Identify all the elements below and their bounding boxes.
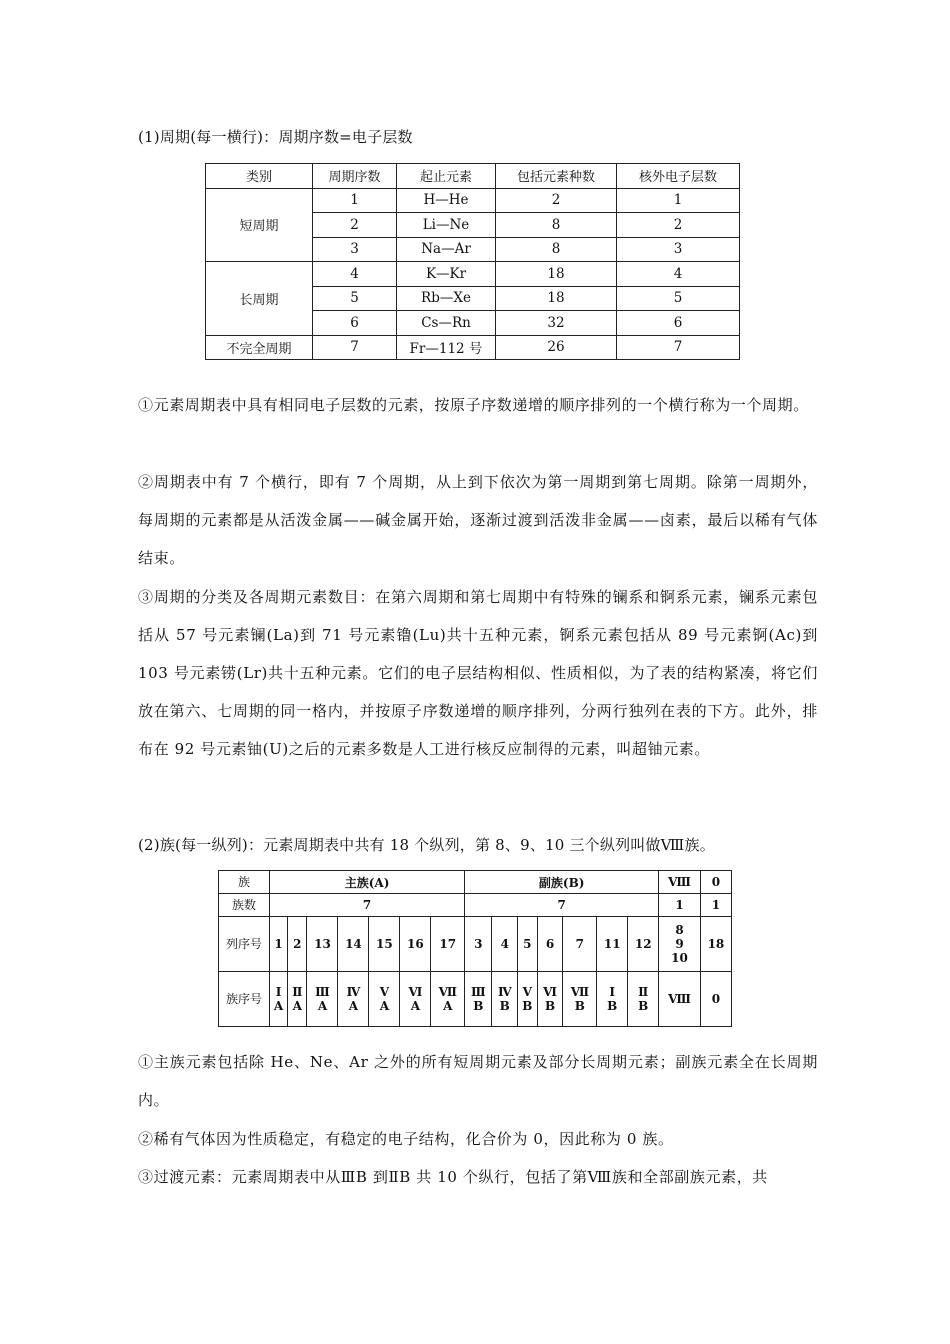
section-1-heading: (1)周期(每一横行)：周期序数=电子层数	[138, 128, 413, 146]
shell-count: 3	[617, 237, 740, 262]
group-number: Ⅶ B	[563, 972, 597, 1027]
group-number: Ⅵ B	[537, 972, 563, 1027]
column-number: 7	[563, 917, 597, 972]
group-table	[218, 870, 732, 1027]
column-number: 6	[537, 917, 563, 972]
column-number: 12	[628, 917, 659, 972]
paragraph: ②周期表中有 7 个横行，即有 7 个周期，从上到下依次为第一周期到第七周期。除第一周期外，每周期的元素都是从活泼金属——碱金属开始，逐渐过渡到活泼非金属——卤素，最后以稀有气体结束。	[138, 473, 818, 567]
period-number: 5	[313, 286, 397, 311]
group-count: 1	[700, 894, 731, 917]
element-count: 26	[496, 335, 617, 360]
element-count: 32	[496, 311, 617, 336]
column-number: 13	[307, 917, 338, 972]
group-number: Ⅴ A	[369, 972, 400, 1027]
shell-count: 1	[617, 188, 740, 213]
element-range: Li—Ne	[397, 213, 496, 238]
element-range: Fr—112 号	[397, 335, 496, 360]
group-header-main: 主族(A)	[270, 871, 465, 894]
element-count: 18	[496, 262, 617, 287]
group-number: Ⅵ A	[400, 972, 431, 1027]
period-number: 1	[313, 188, 397, 213]
element-range: K—Kr	[397, 262, 496, 287]
shell-count: 2	[617, 213, 740, 238]
group-header-sub: 副族(B)	[465, 871, 659, 894]
period-number: 2	[313, 213, 397, 238]
col-header: 起止元素	[397, 164, 496, 189]
group-number: Ⅰ A	[270, 972, 288, 1027]
column-number: 11	[597, 917, 628, 972]
group-number: Ⅴ B	[518, 972, 538, 1027]
element-range: Cs—Rn	[397, 311, 496, 336]
group-number: Ⅳ B	[492, 972, 518, 1027]
shell-count: 5	[617, 286, 740, 311]
group-number: Ⅲ A	[307, 972, 338, 1027]
group-header-viii: Ⅷ	[659, 871, 701, 894]
category-cell: 长周期	[206, 262, 313, 336]
group-number: 0	[700, 972, 731, 1027]
shell-count: 7	[617, 335, 740, 360]
col-header: 包括元素种数	[496, 164, 617, 189]
group-number: Ⅷ	[659, 972, 701, 1027]
element-range: Na—Ar	[397, 237, 496, 262]
element-count: 2	[496, 188, 617, 213]
paragraph: ①主族元素包括除 He、Ne、Ar 之外的所有短周期元素及部分长周期元素；副族元素全在长周期内。	[138, 1053, 818, 1109]
element-count: 18	[496, 286, 617, 311]
column-number: 8 9 10	[659, 917, 701, 972]
group-count: 1	[659, 894, 701, 917]
row-label: 族数	[219, 894, 270, 917]
period-number: 3	[313, 237, 397, 262]
column-number: 15	[369, 917, 400, 972]
row-label: 族序号	[219, 972, 270, 1027]
group-number: Ⅳ A	[338, 972, 369, 1027]
paragraph: ①元素周期表中具有相同电子层数的元素，按原子序数递增的顺序排列的一个横行称为一个周期。	[138, 396, 809, 414]
paragraph: ③周期的分类及各周期元素数目：在第六周期和第七周期中有特殊的镧系和锕系元素，镧系元素包括从 57 号元素镧(La)到 71 号元素镥(Lu)共十五种元素，锕系元素包括从 89 号元素锕(Ac)到 103 号元素铹(Lr)共十五种元素。它们的电子层结构相似、性质相似，为了表的结构紧凑，将它们放在第六、七周期的同一格内，并按原子序数递增的顺序排列，分两行独列在表的下方。此外，排布在 92 号元素铀(U)之后的元素多数是人工进行核反应制得的元素，叫超铀元素。	[138, 588, 818, 758]
group-number: Ⅱ B	[628, 972, 659, 1027]
paragraph: ②稀有气体因为性质稳定，有稳定的电子结构，化合价为 0，因此称为 0 族。	[138, 1130, 674, 1148]
col-header: 周期序数	[313, 164, 397, 189]
period-number: 6	[313, 311, 397, 336]
category-cell: 不完全周期	[206, 335, 313, 360]
column-number: 5	[518, 917, 538, 972]
column-number: 17	[431, 917, 465, 972]
group-number: Ⅰ B	[597, 972, 628, 1027]
period-number: 4	[313, 262, 397, 287]
element-count: 8	[496, 213, 617, 238]
group-number: Ⅲ B	[465, 972, 492, 1027]
group-count: 7	[270, 894, 465, 917]
column-number: 2	[288, 917, 307, 972]
col-header: 类别	[206, 164, 313, 189]
element-range: Rb—Xe	[397, 286, 496, 311]
section-2-heading: (2)族(每一纵列)：元素周期表中共有 18 个纵列，第 8、9、10 三个纵列叫做Ⅷ族。	[138, 836, 715, 854]
group-number: Ⅶ A	[431, 972, 465, 1027]
group-count: 7	[465, 894, 659, 917]
col-header: 核外电子层数	[617, 164, 740, 189]
column-number: 1	[270, 917, 288, 972]
group-number: Ⅱ A	[288, 972, 307, 1027]
column-number: 16	[400, 917, 431, 972]
row-label: 族	[219, 871, 270, 894]
element-count: 8	[496, 237, 617, 262]
column-number: 18	[700, 917, 731, 972]
paragraph: ③过渡元素：元素周期表中从ⅢB 到ⅡB 共 10 个纵行，包括了第Ⅷ族和全部副族元素，共	[138, 1168, 768, 1186]
column-number: 14	[338, 917, 369, 972]
element-range: H—He	[397, 188, 496, 213]
category-cell: 短周期	[206, 188, 313, 262]
column-number: 3	[465, 917, 492, 972]
shell-count: 6	[617, 311, 740, 336]
row-label: 列序号	[219, 917, 270, 972]
period-number: 7	[313, 335, 397, 360]
column-number: 4	[492, 917, 518, 972]
group-header-zero: 0	[700, 871, 731, 894]
shell-count: 4	[617, 262, 740, 287]
period-table	[205, 163, 740, 360]
